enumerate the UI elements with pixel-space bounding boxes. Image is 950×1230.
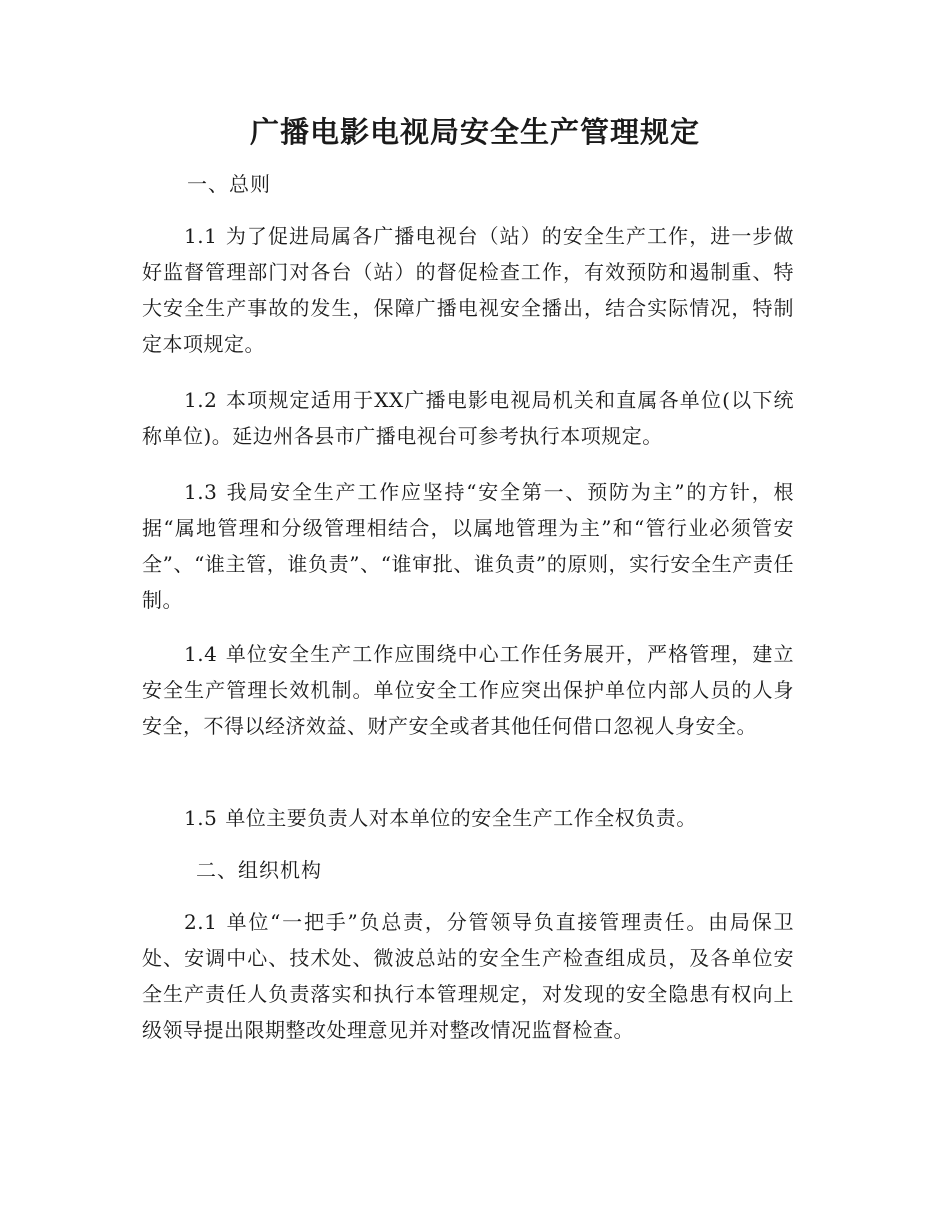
- paragraph-number: 1.2: [184, 388, 218, 412]
- section-heading-general: 一、总则: [187, 172, 271, 196]
- paragraph-text: 单位主要负责人对本单位的安全生产工作全权负责。: [225, 806, 697, 830]
- paragraph-text: 本项规定适用于XX广播电影电视局机关和直属各单位(以下统称单位)。延边州各县市广播电视台可参考执行本项规定。: [142, 388, 794, 448]
- paragraph-2-1: [142, 904, 794, 1048]
- paragraph-number: 1.1: [184, 224, 218, 248]
- paragraph-1-2: [142, 382, 794, 454]
- paragraph-1-3: [142, 474, 794, 618]
- paragraph-number: 1.4: [184, 642, 218, 666]
- paragraph-text: 单位安全生产工作应围绕中心工作任务展开，严格管理，建立安全生产管理长效机制。单位安全工作应突出保护单位内部人员的人身安全，不得以经济效益、财产安全或者其他任何借口忽视人身安全。: [142, 642, 794, 738]
- paragraph-text: 为了促进局属各广播电视台（站）的安全生产工作，进一步做好监督管理部门对各台（站）的督促检查工作，有效预防和遏制重、特大安全生产事故的发生，保障广播电视安全播出，结合实际情况，特制定本项规定。: [142, 224, 794, 356]
- paragraph-number: 1.3: [184, 480, 218, 504]
- paragraph-1-1: [142, 218, 794, 362]
- paragraph-1-5: [142, 800, 794, 836]
- paragraph-number: 1.5: [184, 806, 218, 830]
- paragraph-number: 2.1: [184, 910, 218, 934]
- paragraph-text: 单位“一把手”负总责，分管领导负直接管理责任。由局保卫处、安调中心、技术处、微波总站的安全生产检查组成员，及各单位安全生产责任人负责落实和执行本管理规定，对发现的安全隐患有权向上级领导提出限期整改处理意见并对整改情况监督检查。: [142, 910, 794, 1042]
- paragraph-1-4: [142, 636, 794, 744]
- section-heading-organization: 二、组织机构: [196, 858, 322, 882]
- paragraph-text: 我局安全生产工作应坚持“安全第一、预防为主”的方针，根据“属地管理和分级管理相结合，以属地管理为主”和“管行业必须管安全”、“谁主管，谁负责”、“谁审批、谁负责”的原则，实行安全生产责任制。: [142, 480, 794, 612]
- document-title: 广播电影电视局安全生产管理规定: [249, 115, 700, 149]
